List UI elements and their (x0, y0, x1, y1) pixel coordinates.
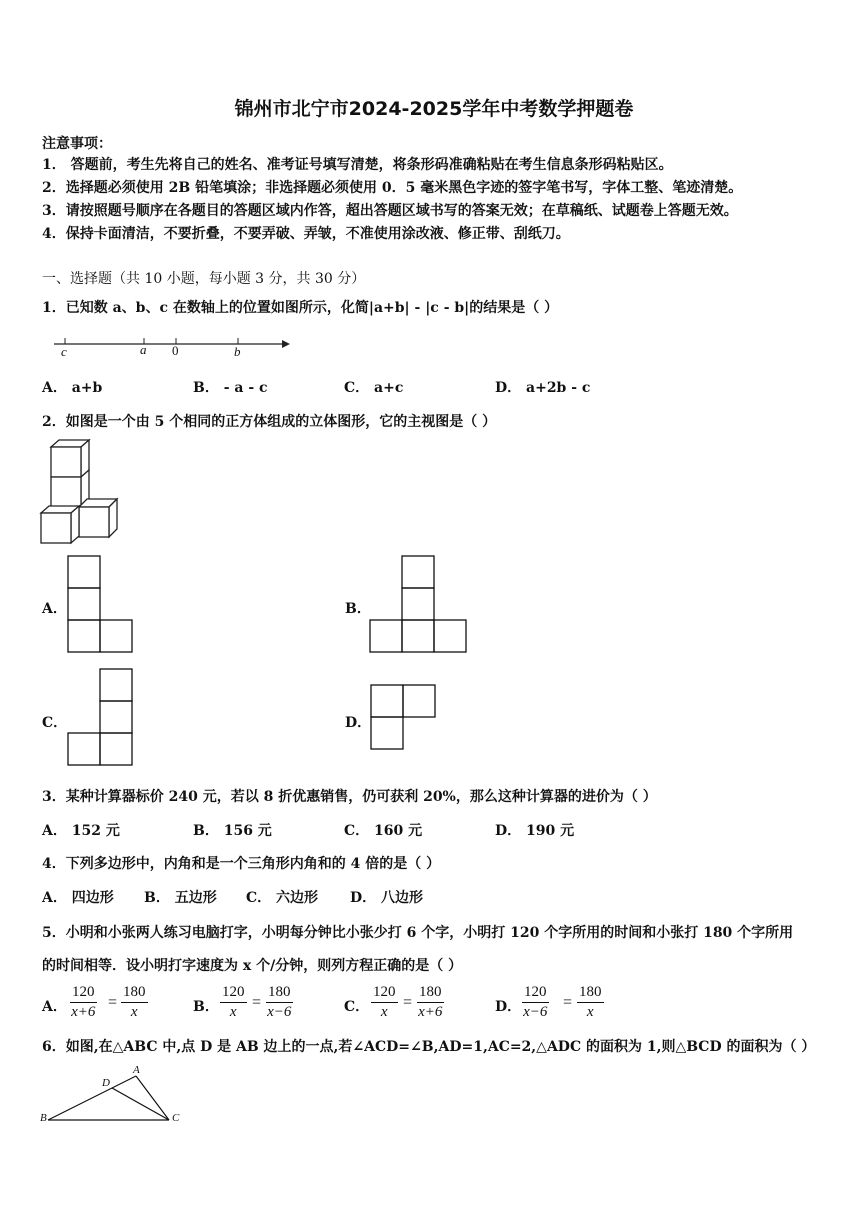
q5-option-d-right-fraction: $\frac{180}{x}$ (579, 984, 602, 1020)
q2-option-c: C． (42, 715, 68, 731)
q2-option-a-figure (67, 555, 135, 655)
page-title: 锦州市北宁市2024-2025学年中考数学押题卷 (234, 98, 634, 120)
number-line-figure (50, 330, 290, 360)
q2-option-d: D． (345, 715, 372, 731)
q3-option-a: A． 152 元 (42, 823, 120, 839)
q1-option-a: A． a+b (42, 380, 103, 396)
q5-option-c-left-fraction: $\frac{120}{x}$ (373, 984, 396, 1020)
q2-option-a: A． (42, 601, 67, 617)
triangle-figure (38, 1066, 188, 1128)
q5-option-a-label: A． (42, 999, 67, 1015)
q5-option-a-left-fraction: $\frac{120}{x+6}$ (71, 984, 96, 1020)
axis-label-b: b (234, 344, 241, 359)
q2-option-d-figure (370, 684, 438, 752)
section-heading: 一、选择题（共 10 小题，每小题 3 分，共 30 分） (42, 271, 366, 287)
q5-option-c-right-fraction: $\frac{180}{x+6}$ (418, 984, 443, 1020)
q5-option-d-left-fraction: $\frac{120}{x-6}$ (523, 984, 548, 1020)
q1-option-d: D． a+2b - c (495, 380, 591, 396)
q2-stem: 2．如图是一个由 5 个相同的正方体组成的立体图形，它的主视图是（ ） (42, 414, 497, 430)
q5-option-c-equals: = (403, 994, 413, 1011)
q5-option-b-left-fraction: $\frac{120}{x}$ (222, 984, 245, 1020)
vertex-label-b: B (40, 1112, 47, 1124)
q2-option-c-figure (67, 668, 135, 768)
vertex-label-d: D (102, 1077, 110, 1089)
q4-option-d: D． 八边形 (350, 890, 424, 906)
vertex-label-c: C (172, 1112, 180, 1124)
q2-option-b-figure (369, 555, 469, 655)
q5-option-a-right-fraction: $\frac{180}{x}$ (123, 984, 146, 1020)
q3-option-b: B． 156 元 (193, 823, 272, 839)
q1-stem: 1．已知数 a、b、c 在数轴上的位置如图所示，化简|a+b| - |c - b|的结果是（ ） (42, 300, 559, 316)
vertex-label-a: A (133, 1064, 140, 1076)
q4-option-c: C． 六边形 (246, 890, 319, 906)
notice-item-3: 3．请按照题号顺序在各题目的答题区域内作答，超出答题区域书写的答案无效；在草稿纸、试题卷上答题无效。 (42, 203, 738, 219)
q5-option-d-equals: = (563, 994, 573, 1011)
axis-label-zero: 0 (172, 343, 179, 358)
q5-option-d-label: D． (495, 999, 522, 1015)
axis-label-a: a (140, 342, 147, 357)
q5-option-b-label: B． (193, 999, 219, 1015)
axis-label-c: c (61, 344, 67, 359)
q1-option-b: B． - a - c (193, 380, 268, 396)
q1-option-c: C． a+c (344, 380, 404, 396)
q5-option-a-equals: = (108, 994, 118, 1011)
q5-stem-line2: 的时间相等．设小明打字速度为 x 个/分钟，则列方程正确的是（ ） (42, 958, 463, 974)
q2-option-b: B． (345, 601, 371, 617)
q4-option-a: A． 四边形 (42, 890, 114, 906)
q6-stem: 6．如图,在△ABC 中,点 D 是 AB 边上的一点,若∠ACD=∠B,AD=1,AC=2,△ADC 的面积为 1,则△BCD 的面积为（ ） (42, 1039, 816, 1055)
notice-item-1: 1． 答题前，考生先将自己的姓名、准考证号填写清楚，将条形码准确粘贴在考生信息条形码粘贴区。 (42, 157, 673, 173)
q5-option-c-label: C． (344, 999, 370, 1015)
q5-option-b-right-fraction: $\frac{180}{x-6}$ (267, 984, 292, 1020)
q5-stem-line1: 5．小明和小张两人练习电脑打字，小明每分钟比小张少打 6 个字，小明打 120 个字所用的时间和小张打 180 个字所用 (42, 925, 794, 941)
q5-option-b-equals: = (252, 994, 262, 1011)
notice-heading: 注意事项： (42, 136, 112, 152)
q3-option-d: D． 190 元 (495, 823, 575, 839)
q4-option-b: B． 五边形 (144, 890, 217, 906)
notice-item-4: 4．保持卡面清洁，不要折叠，不要弄破、弄皱，不准使用涂改液、修正带、刮纸刀。 (42, 226, 570, 242)
notice-item-2: 2．选择题必须使用 2B 铅笔填涂；非选择题必须使用 0．5 毫米黑色字迹的签字笔书写，字体工整、笔迹清楚。 (42, 180, 743, 196)
q3-option-c: C． 160 元 (344, 823, 423, 839)
q3-stem: 3．某种计算器标价 240 元，若以 8 折优惠销售，仍可获利 20%，那么这种计算器的进价为（ ） (42, 789, 657, 805)
q4-stem: 4．下列多边形中，内角和是一个三角形内角和的 4 倍的是（ ） (42, 856, 441, 872)
cube-stack-figure (38, 437, 128, 547)
